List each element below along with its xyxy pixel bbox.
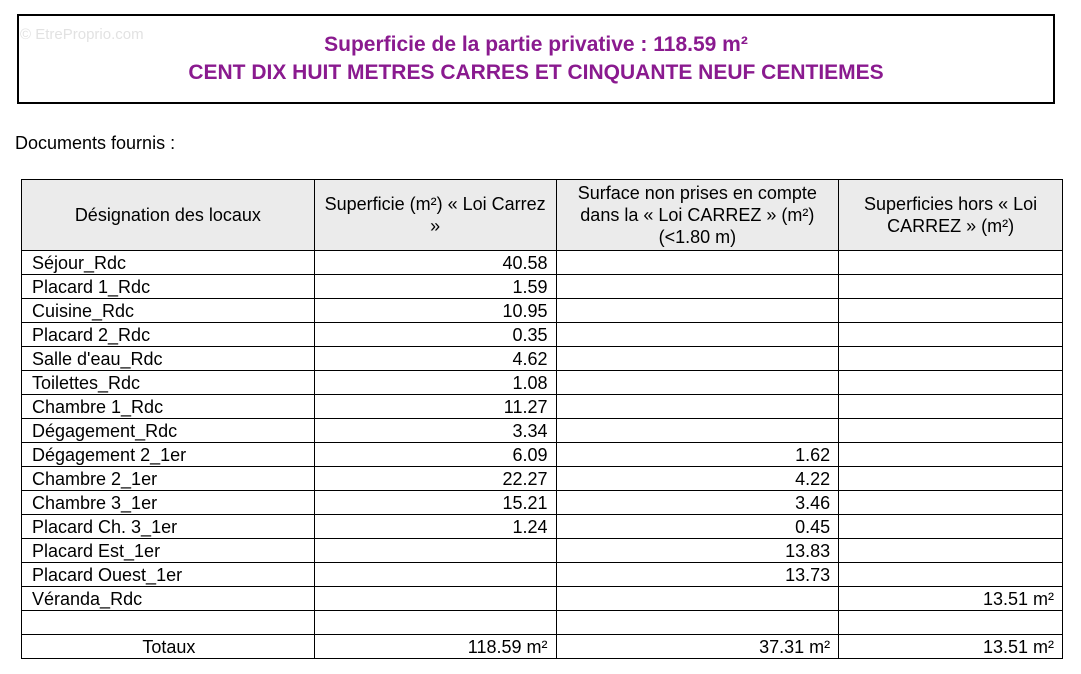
totals-label: Totaux bbox=[22, 635, 315, 659]
cell-hors-carrez bbox=[839, 323, 1063, 347]
cell-non-prises bbox=[556, 347, 839, 371]
cell-designation: Chambre 1_Rdc bbox=[22, 395, 315, 419]
cell-carrez: 6.09 bbox=[314, 443, 556, 467]
documents-label: Documents fournis : bbox=[15, 133, 176, 153]
cell-carrez: 15.21 bbox=[314, 491, 556, 515]
cell-hors-carrez bbox=[839, 275, 1063, 299]
cell-designation: Dégagement_Rdc bbox=[22, 419, 315, 443]
table-row bbox=[22, 467, 1063, 491]
cell-carrez bbox=[314, 539, 556, 563]
cell-non-prises bbox=[556, 587, 839, 611]
cell-hors-carrez bbox=[839, 611, 1063, 635]
totals-row bbox=[22, 635, 1063, 659]
cell-non-prises: 0.45 bbox=[556, 515, 839, 539]
table-row bbox=[22, 395, 1063, 419]
cell-hors-carrez bbox=[839, 539, 1063, 563]
summary-title: Superficie de la partie privative : 118.59 m² bbox=[324, 33, 748, 56]
cell-hors-carrez bbox=[839, 251, 1063, 275]
table-row bbox=[22, 347, 1063, 371]
table-row bbox=[22, 611, 1063, 635]
table-row bbox=[22, 323, 1063, 347]
cell-designation: Séjour_Rdc bbox=[22, 251, 315, 275]
cell-designation: Placard 1_Rdc bbox=[22, 275, 315, 299]
cell-carrez: 10.95 bbox=[314, 299, 556, 323]
cell-non-prises: 13.83 bbox=[556, 539, 839, 563]
cell-carrez: 4.62 bbox=[314, 347, 556, 371]
cell-non-prises bbox=[556, 323, 839, 347]
cell-hors-carrez bbox=[839, 443, 1063, 467]
cell-carrez: 1.59 bbox=[314, 275, 556, 299]
table-row bbox=[22, 443, 1063, 467]
table-row bbox=[22, 491, 1063, 515]
cell-hors-carrez bbox=[839, 467, 1063, 491]
cell-non-prises bbox=[556, 395, 839, 419]
cell-carrez: 22.27 bbox=[314, 467, 556, 491]
table-row bbox=[22, 299, 1063, 323]
table-header-row bbox=[22, 180, 1063, 251]
cell-non-prises: 13.73 bbox=[556, 563, 839, 587]
cell-designation bbox=[22, 611, 315, 635]
cell-hors-carrez bbox=[839, 563, 1063, 587]
cell-carrez: 11.27 bbox=[314, 395, 556, 419]
cell-hors-carrez bbox=[839, 299, 1063, 323]
cell-carrez: 1.08 bbox=[314, 371, 556, 395]
cell-hors-carrez: 13.51 m² bbox=[839, 587, 1063, 611]
cell-carrez: 40.58 bbox=[314, 251, 556, 275]
column-header-hors-carrez: Superficies hors « Loi CARREZ » (m²) bbox=[839, 180, 1063, 251]
cell-carrez bbox=[314, 611, 556, 635]
column-header-carrez: Superficie (m²) « Loi Carrez » bbox=[314, 180, 556, 251]
cell-designation: Toilettes_Rdc bbox=[22, 371, 315, 395]
column-header-designation: Désignation des locaux bbox=[22, 180, 315, 251]
cell-carrez: 1.24 bbox=[314, 515, 556, 539]
summary-in-words: CENT DIX HUIT METRES CARRES ET CINQUANTE NEUF CENTIEMES bbox=[188, 61, 884, 84]
cell-carrez: 3.34 bbox=[314, 419, 556, 443]
cell-designation: Placard Ouest_1er bbox=[22, 563, 315, 587]
cell-designation: Cuisine_Rdc bbox=[22, 299, 315, 323]
cell-non-prises bbox=[556, 611, 839, 635]
cell-designation: Salle d'eau_Rdc bbox=[22, 347, 315, 371]
cell-non-prises bbox=[556, 419, 839, 443]
cell-carrez bbox=[314, 587, 556, 611]
cell-designation: Chambre 3_1er bbox=[22, 491, 315, 515]
cell-hors-carrez bbox=[839, 491, 1063, 515]
table-row bbox=[22, 539, 1063, 563]
cell-non-prises: 1.62 bbox=[556, 443, 839, 467]
cell-hors-carrez bbox=[839, 347, 1063, 371]
cell-hors-carrez bbox=[839, 419, 1063, 443]
watermark: © EtreProprio.com bbox=[20, 26, 144, 43]
cell-designation: Dégagement 2_1er bbox=[22, 443, 315, 467]
cell-carrez bbox=[314, 563, 556, 587]
cell-designation: Placard 2_Rdc bbox=[22, 323, 315, 347]
table-row bbox=[22, 515, 1063, 539]
table-row bbox=[22, 587, 1063, 611]
cell-carrez: 0.35 bbox=[314, 323, 556, 347]
cell-non-prises bbox=[556, 371, 839, 395]
table-row bbox=[22, 251, 1063, 275]
cell-non-prises: 3.46 bbox=[556, 491, 839, 515]
cell-hors-carrez bbox=[839, 371, 1063, 395]
table-row bbox=[22, 419, 1063, 443]
table-row bbox=[22, 275, 1063, 299]
cell-designation: Chambre 2_1er bbox=[22, 467, 315, 491]
cell-non-prises bbox=[556, 275, 839, 299]
cell-hors-carrez bbox=[839, 395, 1063, 419]
summary-header-box bbox=[17, 14, 1055, 104]
table-row bbox=[22, 563, 1063, 587]
totals-non-prises: 37.31 m² bbox=[556, 635, 839, 659]
cell-non-prises bbox=[556, 251, 839, 275]
cell-designation: Placard Ch. 3_1er bbox=[22, 515, 315, 539]
column-header-non-prises: Surface non prises en compte dans la « Loi CARREZ » (m²) (<1.80 m) bbox=[556, 180, 839, 251]
cell-non-prises bbox=[556, 299, 839, 323]
areas-table bbox=[21, 179, 1063, 659]
cell-designation: Véranda_Rdc bbox=[22, 587, 315, 611]
table-row bbox=[22, 371, 1063, 395]
totals-carrez: 118.59 m² bbox=[314, 635, 556, 659]
cell-hors-carrez bbox=[839, 515, 1063, 539]
totals-hors-carrez: 13.51 m² bbox=[839, 635, 1063, 659]
cell-designation: Placard Est_1er bbox=[22, 539, 315, 563]
cell-non-prises: 4.22 bbox=[556, 467, 839, 491]
